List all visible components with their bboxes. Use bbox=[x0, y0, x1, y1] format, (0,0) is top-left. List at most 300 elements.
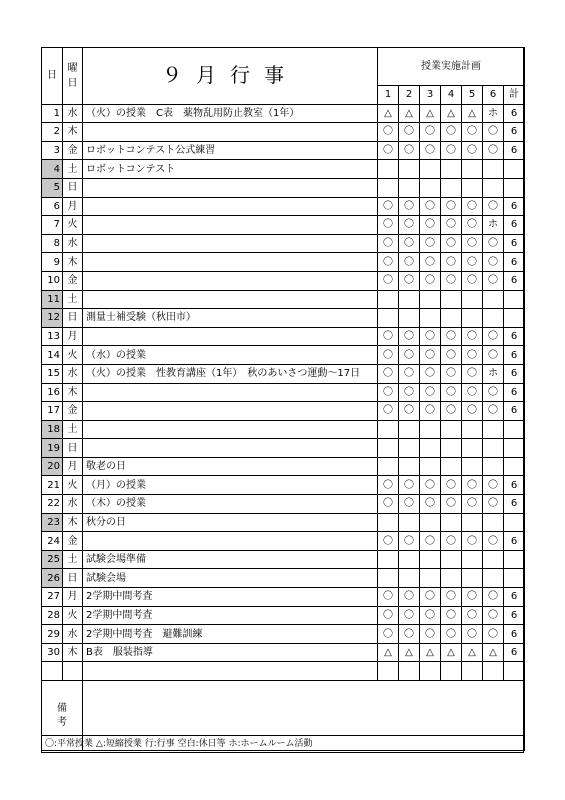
class-mark-cell: 〇 bbox=[399, 253, 420, 272]
class-mark-cell: 〇 bbox=[462, 532, 483, 551]
total-cell: 6 bbox=[504, 606, 525, 625]
event-cell: （火）の授業 C表 薬物乱用防止教室（1年） bbox=[83, 104, 378, 123]
event-cell: 試験会場準備 bbox=[83, 550, 378, 569]
class-mark-cell bbox=[483, 290, 504, 309]
class-mark-cell: 〇 bbox=[378, 383, 399, 402]
event-cell: 敬老の日 bbox=[83, 457, 378, 476]
day-cell: 13 bbox=[42, 327, 63, 346]
event-cell bbox=[83, 253, 378, 272]
class-mark-cell: △ bbox=[462, 643, 483, 662]
schedule-rows bbox=[42, 104, 525, 662]
day-cell: 25 bbox=[42, 550, 63, 569]
class-mark-cell: 〇 bbox=[441, 123, 462, 142]
day-cell: 22 bbox=[42, 495, 63, 514]
class-mark-cell bbox=[399, 178, 420, 197]
weekday-cell: 火 bbox=[63, 606, 83, 625]
weekday-cell: 月 bbox=[63, 588, 83, 607]
weekday-cell: 木 bbox=[63, 513, 83, 532]
class-mark-cell bbox=[462, 420, 483, 439]
class-mark-cell bbox=[441, 290, 462, 309]
event-cell: 2学期中間考査 避難訓練 bbox=[83, 625, 378, 644]
day-cell: 28 bbox=[42, 606, 63, 625]
class-mark-cell: 〇 bbox=[483, 625, 504, 644]
class-mark-cell bbox=[399, 569, 420, 588]
class-mark-cell: 〇 bbox=[441, 346, 462, 365]
class-mark-cell: 〇 bbox=[462, 197, 483, 216]
class-mark-cell: 〇 bbox=[399, 625, 420, 644]
class-mark-cell: 〇 bbox=[483, 271, 504, 290]
table-row bbox=[42, 197, 525, 216]
class-mark-cell: △ bbox=[399, 104, 420, 123]
class-mark-cell bbox=[420, 160, 441, 179]
period-header: 4 bbox=[441, 86, 462, 105]
day-cell: 6 bbox=[42, 197, 63, 216]
class-mark-cell: 〇 bbox=[483, 606, 504, 625]
total-cell: 6 bbox=[504, 327, 525, 346]
class-mark-cell: 〇 bbox=[483, 123, 504, 142]
period-header: 1 bbox=[378, 86, 399, 105]
class-mark-cell: 〇 bbox=[399, 327, 420, 346]
weekday-cell: 月 bbox=[63, 457, 83, 476]
class-mark-cell: 〇 bbox=[420, 588, 441, 607]
total-cell: 6 bbox=[504, 346, 525, 365]
table-row bbox=[42, 160, 525, 179]
class-mark-cell: △ bbox=[420, 643, 441, 662]
class-mark-cell bbox=[378, 290, 399, 309]
class-mark-cell bbox=[462, 513, 483, 532]
class-mark-cell bbox=[378, 439, 399, 458]
class-mark-cell: 〇 bbox=[420, 346, 441, 365]
class-mark-cell bbox=[399, 420, 420, 439]
class-mark-cell: △ bbox=[399, 643, 420, 662]
class-mark-cell: 〇 bbox=[462, 402, 483, 421]
class-mark-cell: 〇 bbox=[378, 588, 399, 607]
table-row bbox=[42, 271, 525, 290]
table-row bbox=[42, 290, 525, 309]
class-mark-cell: 〇 bbox=[399, 364, 420, 383]
total-cell: 6 bbox=[504, 216, 525, 235]
table-row bbox=[42, 569, 525, 588]
weekday-cell: 水 bbox=[63, 234, 83, 253]
total-cell bbox=[504, 290, 525, 309]
class-mark-cell bbox=[420, 457, 441, 476]
class-mark-cell bbox=[420, 290, 441, 309]
weekday-cell: 日 bbox=[63, 178, 83, 197]
day-cell: 20 bbox=[42, 457, 63, 476]
page-title: ９月行事 bbox=[83, 48, 378, 105]
table-row bbox=[42, 123, 525, 142]
weekday-cell: 土 bbox=[63, 160, 83, 179]
class-mark-cell: 〇 bbox=[420, 532, 441, 551]
class-mark-cell: 〇 bbox=[441, 141, 462, 160]
class-mark-cell bbox=[483, 420, 504, 439]
class-mark-cell bbox=[441, 420, 462, 439]
period-header: 3 bbox=[420, 86, 441, 105]
total-cell: 6 bbox=[504, 197, 525, 216]
table-row bbox=[42, 178, 525, 197]
class-mark-cell: △ bbox=[462, 104, 483, 123]
class-mark-cell: 〇 bbox=[420, 383, 441, 402]
class-mark-cell: 〇 bbox=[420, 271, 441, 290]
event-cell bbox=[83, 216, 378, 235]
class-mark-cell: 〇 bbox=[399, 123, 420, 142]
class-mark-cell: 〇 bbox=[420, 123, 441, 142]
total-cell bbox=[504, 513, 525, 532]
class-mark-cell: 〇 bbox=[483, 234, 504, 253]
class-mark-cell bbox=[378, 160, 399, 179]
total-cell bbox=[504, 420, 525, 439]
class-mark-cell: 〇 bbox=[462, 141, 483, 160]
class-mark-cell: 〇 bbox=[420, 606, 441, 625]
class-mark-cell bbox=[441, 160, 462, 179]
day-cell: 19 bbox=[42, 439, 63, 458]
day-cell: 12 bbox=[42, 309, 63, 328]
total-cell: 6 bbox=[504, 532, 525, 551]
class-mark-cell: 〇 bbox=[483, 327, 504, 346]
weekday-cell: 月 bbox=[63, 327, 83, 346]
day-cell: 26 bbox=[42, 569, 63, 588]
class-mark-cell bbox=[462, 290, 483, 309]
event-cell: （木）の授業 bbox=[83, 495, 378, 514]
table-row bbox=[42, 495, 525, 514]
class-mark-cell: 〇 bbox=[420, 625, 441, 644]
class-mark-cell bbox=[441, 178, 462, 197]
class-mark-cell: 〇 bbox=[441, 588, 462, 607]
weekday-cell: 金 bbox=[63, 402, 83, 421]
class-mark-cell bbox=[378, 513, 399, 532]
day-cell: 3 bbox=[42, 141, 63, 160]
legend: 〇:平常授業 △:短縮授業 行:行事 空白:休日等 ホ:ホームルーム活動 bbox=[41, 735, 524, 753]
event-cell bbox=[83, 178, 378, 197]
class-mark-cell bbox=[441, 457, 462, 476]
total-header: 計 bbox=[504, 86, 525, 105]
class-mark-cell: 〇 bbox=[441, 402, 462, 421]
day-cell: 24 bbox=[42, 532, 63, 551]
weekday-cell: 日 bbox=[63, 569, 83, 588]
table-row bbox=[42, 625, 525, 644]
class-mark-cell: 〇 bbox=[378, 327, 399, 346]
weekday-cell: 金 bbox=[63, 141, 83, 160]
class-mark-cell: 〇 bbox=[378, 625, 399, 644]
table-row bbox=[42, 402, 525, 421]
period-header: 6 bbox=[483, 86, 504, 105]
event-cell bbox=[83, 234, 378, 253]
day-cell: 18 bbox=[42, 420, 63, 439]
event-cell bbox=[83, 290, 378, 309]
class-mark-cell bbox=[441, 439, 462, 458]
class-mark-cell: 〇 bbox=[441, 495, 462, 514]
table-row bbox=[42, 327, 525, 346]
total-cell: 6 bbox=[504, 141, 525, 160]
class-mark-cell bbox=[399, 160, 420, 179]
class-mark-cell bbox=[441, 513, 462, 532]
class-mark-cell: 〇 bbox=[462, 234, 483, 253]
day-header: 日 bbox=[42, 48, 63, 105]
class-mark-cell: 〇 bbox=[399, 606, 420, 625]
event-cell bbox=[83, 532, 378, 551]
weekday-cell: 火 bbox=[63, 346, 83, 365]
class-mark-cell: 〇 bbox=[399, 402, 420, 421]
class-mark-cell bbox=[483, 178, 504, 197]
total-cell: 6 bbox=[504, 588, 525, 607]
event-cell bbox=[83, 197, 378, 216]
class-mark-cell: 〇 bbox=[399, 271, 420, 290]
table-row bbox=[42, 383, 525, 402]
class-mark-cell: 〇 bbox=[462, 327, 483, 346]
day-cell: 21 bbox=[42, 476, 63, 495]
class-mark-cell bbox=[399, 439, 420, 458]
class-mark-cell bbox=[378, 309, 399, 328]
table-row bbox=[42, 364, 525, 383]
class-mark-cell: 〇 bbox=[399, 476, 420, 495]
day-cell: 1 bbox=[42, 104, 63, 123]
table-row bbox=[42, 420, 525, 439]
weekday-cell: 木 bbox=[63, 123, 83, 142]
class-mark-cell: 〇 bbox=[378, 606, 399, 625]
class-mark-cell: 〇 bbox=[378, 253, 399, 272]
class-mark-cell: 〇 bbox=[483, 346, 504, 365]
period-header: 5 bbox=[462, 86, 483, 105]
class-mark-cell: 〇 bbox=[399, 234, 420, 253]
class-mark-cell: 〇 bbox=[378, 532, 399, 551]
event-cell bbox=[83, 420, 378, 439]
event-cell: （水）の授業 bbox=[83, 346, 378, 365]
class-mark-cell: 〇 bbox=[483, 253, 504, 272]
class-mark-cell bbox=[462, 160, 483, 179]
class-mark-cell bbox=[420, 420, 441, 439]
class-mark-cell: 〇 bbox=[462, 588, 483, 607]
class-mark-cell: 〇 bbox=[399, 216, 420, 235]
total-cell: 6 bbox=[504, 123, 525, 142]
class-mark-cell: 〇 bbox=[441, 271, 462, 290]
weekday-cell: 木 bbox=[63, 253, 83, 272]
class-mark-cell bbox=[462, 178, 483, 197]
class-mark-cell: 〇 bbox=[441, 216, 462, 235]
class-mark-cell bbox=[483, 439, 504, 458]
event-cell: 測量士補受験（秋田市） bbox=[83, 309, 378, 328]
total-cell bbox=[504, 457, 525, 476]
class-mark-cell bbox=[441, 309, 462, 328]
day-cell: 9 bbox=[42, 253, 63, 272]
event-cell: （火）の授業 性教育講座（1年） 秋のあいさつ運動～17日 bbox=[83, 364, 378, 383]
class-mark-cell: 〇 bbox=[462, 271, 483, 290]
class-mark-cell bbox=[420, 513, 441, 532]
class-mark-cell bbox=[399, 309, 420, 328]
class-mark-cell: 〇 bbox=[378, 402, 399, 421]
class-mark-cell: 〇 bbox=[441, 253, 462, 272]
total-cell: 6 bbox=[504, 271, 525, 290]
class-mark-cell: 〇 bbox=[483, 588, 504, 607]
day-cell: 4 bbox=[42, 160, 63, 179]
total-cell bbox=[504, 439, 525, 458]
class-mark-cell bbox=[420, 569, 441, 588]
class-mark-cell: 〇 bbox=[378, 123, 399, 142]
class-mark-cell: 〇 bbox=[420, 327, 441, 346]
class-mark-cell: 〇 bbox=[441, 197, 462, 216]
table-row bbox=[42, 346, 525, 365]
event-cell: ロボットコンテスト公式練習 bbox=[83, 141, 378, 160]
class-mark-cell: 〇 bbox=[441, 364, 462, 383]
total-cell bbox=[504, 550, 525, 569]
blank-row bbox=[42, 662, 525, 681]
day-cell: 17 bbox=[42, 402, 63, 421]
class-mark-cell: 〇 bbox=[462, 495, 483, 514]
total-cell: 6 bbox=[504, 383, 525, 402]
event-cell bbox=[83, 123, 378, 142]
class-mark-cell bbox=[420, 178, 441, 197]
class-mark-cell bbox=[378, 569, 399, 588]
class-mark-cell: 〇 bbox=[483, 476, 504, 495]
class-mark-cell: △ bbox=[441, 104, 462, 123]
class-mark-cell bbox=[378, 550, 399, 569]
day-cell: 29 bbox=[42, 625, 63, 644]
schedule-table bbox=[41, 47, 525, 751]
class-mark-cell bbox=[399, 290, 420, 309]
class-mark-cell: 〇 bbox=[462, 123, 483, 142]
class-mark-cell bbox=[378, 178, 399, 197]
class-mark-cell bbox=[420, 309, 441, 328]
class-mark-cell: 〇 bbox=[399, 141, 420, 160]
total-cell bbox=[504, 309, 525, 328]
class-mark-cell: 〇 bbox=[378, 234, 399, 253]
class-mark-cell: ホ bbox=[483, 364, 504, 383]
weekday-cell: 水 bbox=[63, 104, 83, 123]
table-row bbox=[42, 532, 525, 551]
class-mark-cell: 〇 bbox=[483, 383, 504, 402]
event-cell bbox=[83, 271, 378, 290]
class-mark-cell: 〇 bbox=[441, 625, 462, 644]
table-row bbox=[42, 513, 525, 532]
class-mark-cell: 〇 bbox=[441, 383, 462, 402]
remarks-label-text: 備考 bbox=[57, 702, 67, 728]
class-mark-cell bbox=[420, 550, 441, 569]
class-mark-cell bbox=[462, 309, 483, 328]
weekday-cell: 金 bbox=[63, 532, 83, 551]
class-mark-cell: 〇 bbox=[483, 532, 504, 551]
period-header: 2 bbox=[399, 86, 420, 105]
class-mark-cell: △ bbox=[483, 643, 504, 662]
day-cell: 10 bbox=[42, 271, 63, 290]
class-mark-cell: ホ bbox=[483, 104, 504, 123]
class-mark-cell: 〇 bbox=[420, 141, 441, 160]
table-row bbox=[42, 309, 525, 328]
weekday-cell: 水 bbox=[63, 364, 83, 383]
day-cell: 5 bbox=[42, 178, 63, 197]
event-cell: 秋分の日 bbox=[83, 513, 378, 532]
event-cell: （月）の授業 bbox=[83, 476, 378, 495]
weekday-cell: 木 bbox=[63, 383, 83, 402]
day-cell: 7 bbox=[42, 216, 63, 235]
weekday-cell: 日 bbox=[63, 309, 83, 328]
class-mark-cell: 〇 bbox=[378, 197, 399, 216]
class-mark-cell: 〇 bbox=[441, 476, 462, 495]
class-mark-cell: 〇 bbox=[399, 532, 420, 551]
event-cell bbox=[83, 327, 378, 346]
class-mark-cell bbox=[378, 457, 399, 476]
weekday-cell: 土 bbox=[63, 550, 83, 569]
weekday-cell: 水 bbox=[63, 625, 83, 644]
class-mark-cell: 〇 bbox=[378, 476, 399, 495]
total-cell: 6 bbox=[504, 402, 525, 421]
class-mark-cell bbox=[441, 569, 462, 588]
class-mark-cell bbox=[483, 160, 504, 179]
class-mark-cell: 〇 bbox=[441, 606, 462, 625]
day-cell: 23 bbox=[42, 513, 63, 532]
class-mark-cell: 〇 bbox=[420, 364, 441, 383]
total-cell: 6 bbox=[504, 495, 525, 514]
total-cell bbox=[504, 160, 525, 179]
class-mark-cell bbox=[483, 550, 504, 569]
class-mark-cell: 〇 bbox=[441, 532, 462, 551]
class-mark-cell bbox=[399, 550, 420, 569]
class-mark-cell bbox=[378, 420, 399, 439]
class-mark-cell: 〇 bbox=[399, 383, 420, 402]
event-cell: 2学期中間考査 bbox=[83, 588, 378, 607]
class-mark-cell bbox=[399, 513, 420, 532]
event-cell: B表 服装指導 bbox=[83, 643, 378, 662]
weekday-cell: 火 bbox=[63, 216, 83, 235]
day-cell: 15 bbox=[42, 364, 63, 383]
class-plan-header: 授業実施計画 bbox=[378, 48, 525, 86]
class-mark-cell: 〇 bbox=[462, 364, 483, 383]
table-row bbox=[42, 643, 525, 662]
class-mark-cell: 〇 bbox=[483, 197, 504, 216]
table-row bbox=[42, 606, 525, 625]
class-mark-cell: 〇 bbox=[441, 327, 462, 346]
table-row bbox=[42, 550, 525, 569]
class-mark-cell bbox=[483, 309, 504, 328]
total-cell: 6 bbox=[504, 625, 525, 644]
class-mark-cell: 〇 bbox=[441, 234, 462, 253]
table-header bbox=[42, 48, 525, 105]
table-row bbox=[42, 253, 525, 272]
class-mark-cell: 〇 bbox=[378, 364, 399, 383]
class-mark-cell: 〇 bbox=[420, 476, 441, 495]
total-cell: 6 bbox=[504, 364, 525, 383]
table-row bbox=[42, 216, 525, 235]
weekday-cell: 金 bbox=[63, 271, 83, 290]
class-mark-cell: 〇 bbox=[420, 216, 441, 235]
class-mark-cell: 〇 bbox=[462, 625, 483, 644]
weekday-header: 曜日 bbox=[63, 48, 83, 105]
class-mark-cell bbox=[399, 457, 420, 476]
class-mark-cell: 〇 bbox=[399, 197, 420, 216]
class-mark-cell: 〇 bbox=[420, 495, 441, 514]
class-mark-cell: 〇 bbox=[462, 346, 483, 365]
class-mark-cell: 〇 bbox=[378, 271, 399, 290]
class-mark-cell: 〇 bbox=[420, 402, 441, 421]
class-mark-cell: 〇 bbox=[420, 197, 441, 216]
table-row bbox=[42, 234, 525, 253]
weekday-cell: 日 bbox=[63, 439, 83, 458]
total-cell: 6 bbox=[504, 476, 525, 495]
event-cell bbox=[83, 402, 378, 421]
class-mark-cell: 〇 bbox=[462, 216, 483, 235]
total-cell bbox=[504, 569, 525, 588]
table-row bbox=[42, 588, 525, 607]
class-mark-cell: 〇 bbox=[399, 588, 420, 607]
event-cell: ロボットコンテスト bbox=[83, 160, 378, 179]
total-cell: 6 bbox=[504, 104, 525, 123]
weekday-cell: 月 bbox=[63, 197, 83, 216]
total-cell: 6 bbox=[504, 253, 525, 272]
class-mark-cell: 〇 bbox=[483, 141, 504, 160]
table-row bbox=[42, 457, 525, 476]
day-cell: 2 bbox=[42, 123, 63, 142]
class-mark-cell: △ bbox=[378, 643, 399, 662]
class-mark-cell: 〇 bbox=[483, 402, 504, 421]
event-cell bbox=[83, 439, 378, 458]
